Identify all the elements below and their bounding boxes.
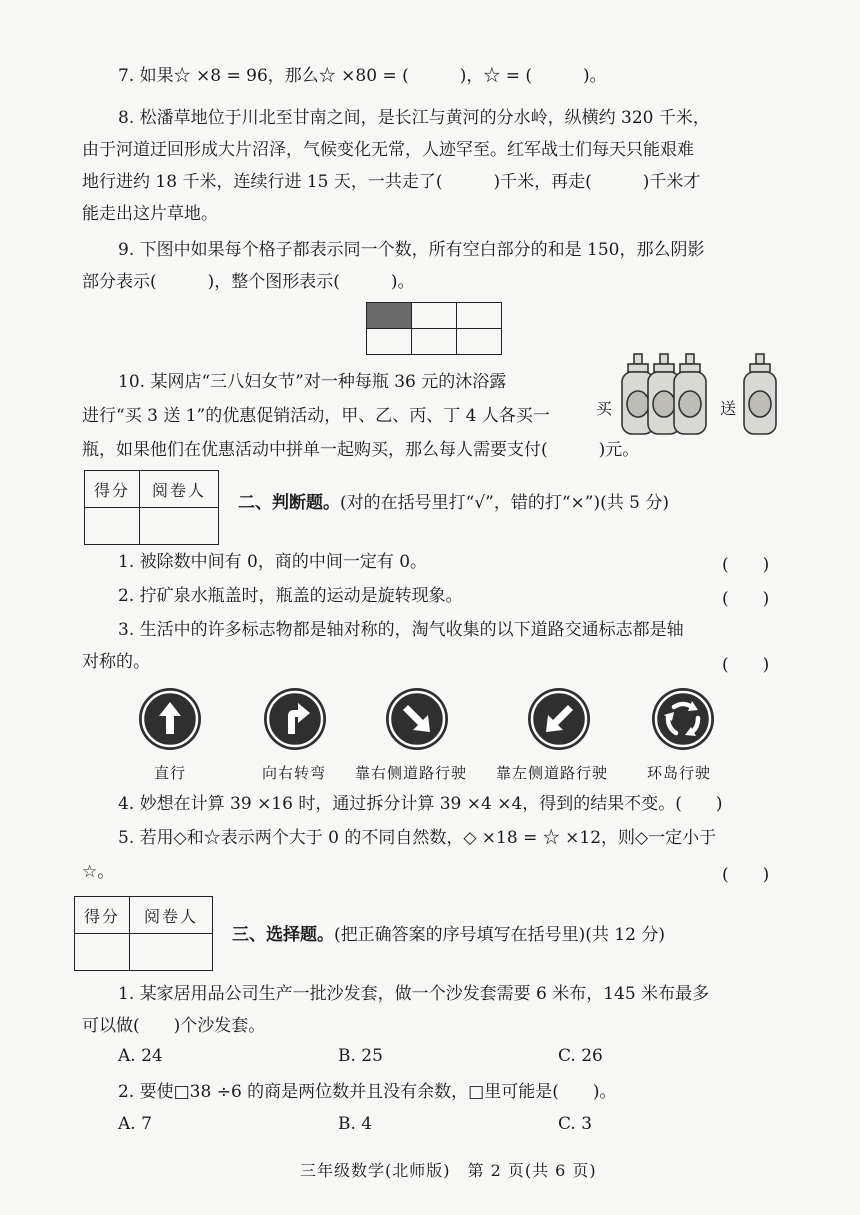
q8-line-2: 由于河道迂回形成大片沼泽，气候变化无常，人迹罕至。红军战士们每天只能艰难 (82, 140, 694, 160)
s3-q2-option-b[interactable]: B. 4 (338, 1114, 373, 1134)
s3-q1-line-1: 1. 某家居用品公司生产一批沙发套，做一个沙发套需要 6 米布，145 米布最多 (118, 984, 710, 1004)
s2-q5-line-2: ☆。 (82, 862, 115, 882)
score-label: 得分 (75, 897, 130, 934)
section3-title: 三、选择题。 (232, 925, 334, 945)
score-cell[interactable] (85, 508, 140, 545)
section2-title: 二、判断题。 (238, 493, 340, 513)
page-footer: 三年级数学(北师版) 第 2 页(共 6 页) (300, 1161, 597, 1180)
q10-line-1: 10. 某网店“三八妇女节”对一种每瓶 36 元的沐浴露 (118, 372, 507, 392)
s2-q1-answer-paren[interactable]: ( ) (722, 555, 770, 575)
s3-q1-option-c[interactable]: C. 26 (558, 1046, 603, 1066)
section2-note: (对的在括号里打“√”，错的打“×”)(共 5 分) (340, 493, 669, 513)
grid-cell (367, 329, 412, 355)
reviewer-cell[interactable] (140, 508, 219, 545)
reviewer-label: 阅卷人 (130, 897, 213, 934)
score-label: 得分 (85, 471, 140, 508)
grid-cell (457, 303, 502, 329)
sign-caption-keep-left: 靠左侧道路行驶 (496, 764, 609, 782)
grid-cell (412, 303, 457, 329)
s2-q3-answer-paren[interactable]: ( ) (722, 655, 770, 675)
q9-grid-figure (366, 302, 502, 355)
q8-line-4: 能走出这片草地。 (82, 204, 218, 224)
s3-q2-line-1: 2. 要使□38 ÷6 的商是两位数并且没有余数，□里可能是( )。 (118, 1082, 617, 1102)
section3-note: (把正确答案的序号填写在括号里)(共 12 分) (334, 925, 665, 945)
grid-cell (457, 329, 502, 355)
roundabout-sign-icon (652, 688, 714, 750)
s2-q1-text: 1. 被除数中间有 0，商的中间一定有 0。 (118, 552, 428, 572)
shower-gel-bottles-icon (596, 352, 786, 438)
section2-score-box (84, 470, 219, 545)
s3-q2-option-a[interactable]: A. 7 (118, 1114, 152, 1134)
sign-caption-turn-right: 向右转弯 (262, 764, 327, 782)
s2-q4-text: 4. 妙想在计算 39 ×16 时，通过拆分计算 39 ×4 ×4，得到的结果不变。( ) (118, 794, 723, 814)
sign-caption-straight: 直行 (154, 764, 187, 782)
q10-line-3: 瓶，如果他们在优惠活动中拼单一起购买，那么每人需要支付( )元。 (82, 440, 640, 460)
s3-q1-line-2: 可以做( )个沙发套。 (82, 1016, 266, 1036)
s3-q1-option-a[interactable]: A. 24 (118, 1046, 163, 1066)
q10-line-2: 进行“买 3 送 1”的优惠促销活动，甲、乙、丙、丁 4 人各买一 (82, 406, 550, 426)
grid-cell-shaded (367, 303, 412, 329)
s3-q2-option-c[interactable]: C. 3 (558, 1114, 593, 1134)
section3-header (232, 920, 665, 945)
section2-header (238, 488, 669, 513)
reviewer-cell[interactable] (130, 934, 213, 971)
q10-bottle-illustration (596, 352, 786, 438)
q8-line-3: 地行进约 18 千米，连续行进 15 天，一共走了( )千米，再走( )千米才 (82, 172, 701, 192)
straight-arrow-sign-icon (139, 688, 201, 750)
gift-label: 送 (720, 399, 737, 418)
turn-right-sign-icon (264, 688, 326, 750)
sign-caption-roundabout: 环岛行驶 (647, 764, 712, 782)
q9-line-2: 部分表示( )，整个图形表示( )。 (82, 272, 415, 292)
keep-left-sign-icon (528, 688, 590, 750)
q8-line-1: 8. 松潘草地位于川北至甘南之间，是长江与黄河的分水岭，纵横约 320 千米， (118, 108, 710, 128)
sign-caption-keep-right: 靠右侧道路行驶 (355, 764, 468, 782)
section3-score-box (74, 896, 213, 971)
q7-text: 7. 如果☆ ×8 = 96，那么☆ ×80 = ( )，☆ = ( )。 (118, 66, 607, 86)
s3-q1-option-b[interactable]: B. 25 (338, 1046, 383, 1066)
grid-cell (412, 329, 457, 355)
s2-q5-line-1: 5. 若用◇和☆表示两个大于 0 的不同自然数，◇ ×18 = ☆ ×12，则◇一定小于 (118, 828, 717, 848)
s2-q5-answer-paren[interactable]: ( ) (722, 865, 770, 885)
s2-q3-line-1: 3. 生活中的许多标志物都是轴对称的，淘气收集的以下道路交通标志都是轴 (118, 620, 684, 640)
keep-right-sign-icon (386, 688, 448, 750)
s2-q2-answer-paren[interactable]: ( ) (722, 589, 770, 609)
buy-label: 买 (596, 399, 613, 418)
s2-q2-text: 2. 拧矿泉水瓶盖时，瓶盖的运动是旋转现象。 (118, 586, 463, 606)
s2-q3-line-2: 对称的。 (82, 652, 150, 672)
reviewer-label: 阅卷人 (140, 471, 219, 508)
score-cell[interactable] (75, 934, 130, 971)
q9-line-1: 9. 下图中如果每个格子都表示同一个数，所有空白部分的和是 150，那么阴影 (118, 240, 705, 260)
